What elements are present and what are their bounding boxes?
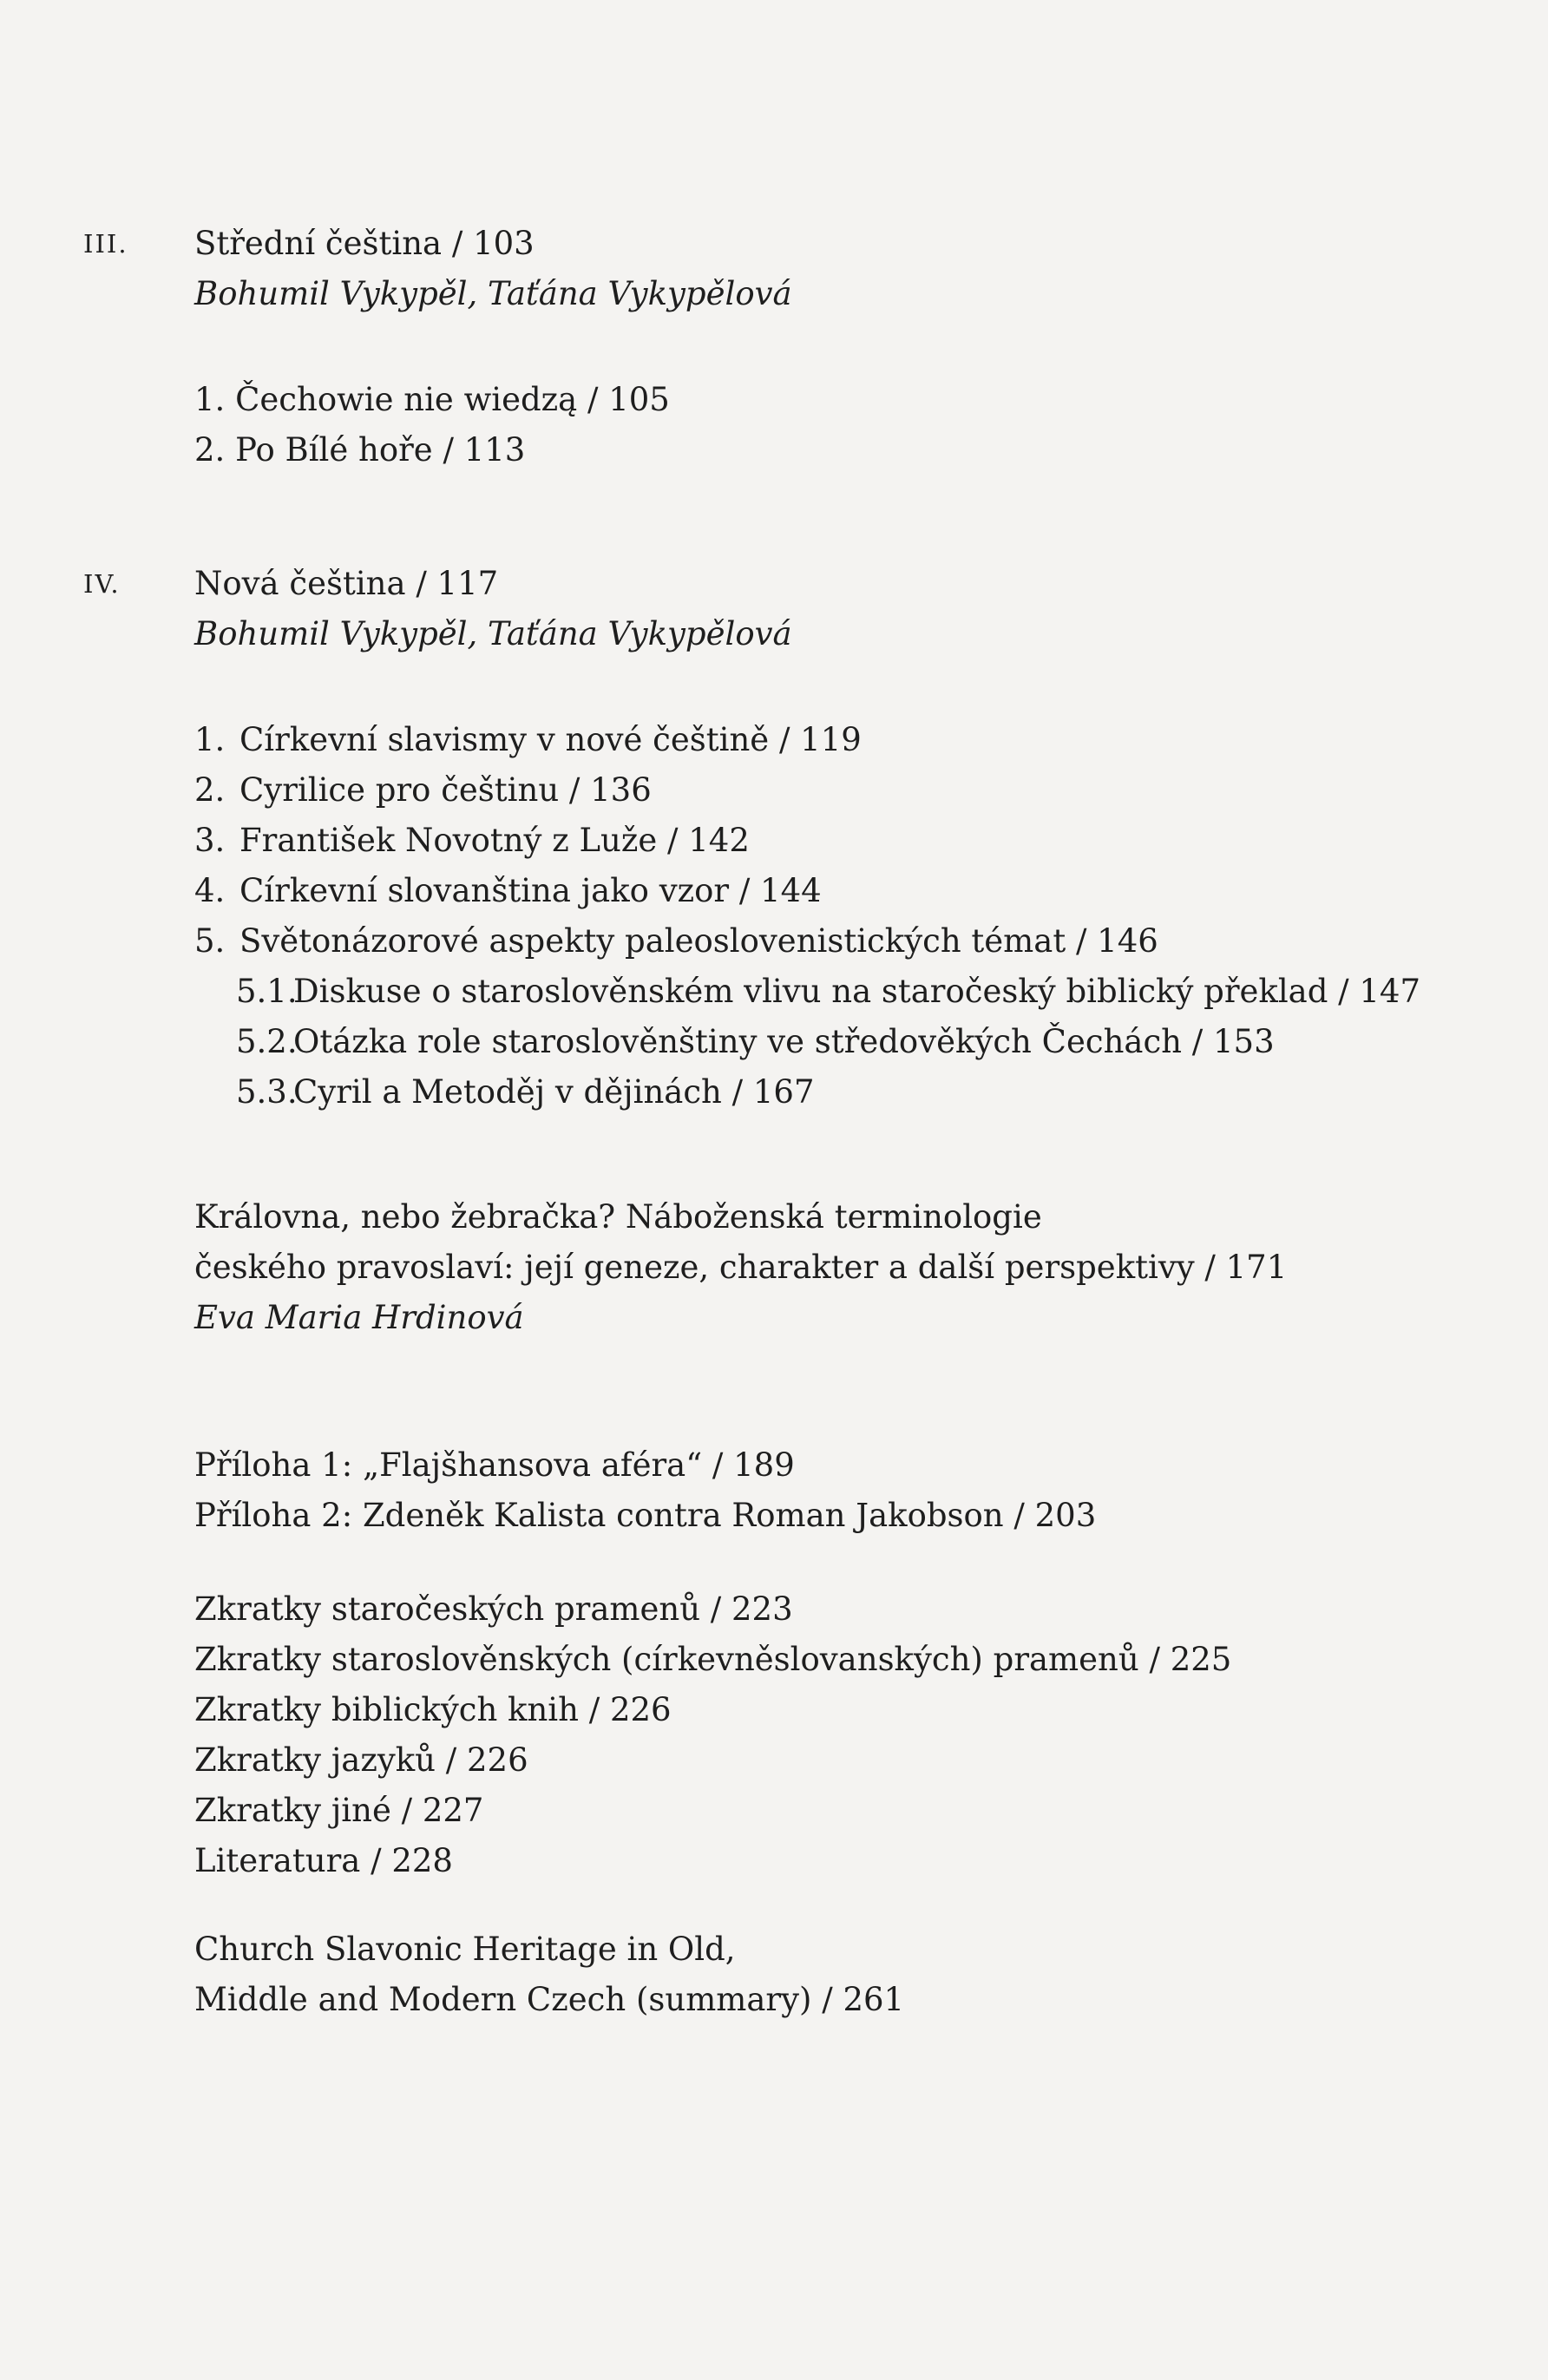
- back-matter-entry: Zkratky biblických knih / 226: [194, 1691, 672, 1728]
- back-matter-entry: Zkratky staročeských pramenů / 223: [194, 1590, 793, 1628]
- summary-line-2: Middle and Modern Czech (summary) / 261: [194, 1981, 905, 2018]
- section-authors: Bohumil Vykypěl, Taťána Vykypělová: [194, 275, 792, 312]
- toc-entry: 5. Světonázorové aspekty paleoslovenistických témat / 146: [194, 922, 1158, 960]
- toc-entry: 4. Církevní slovanština jako vzor / 144: [194, 872, 822, 909]
- back-matter-entry: Literatura / 228: [194, 1842, 453, 1879]
- appendix-entry: Příloha 2: Zdeněk Kalista contra Roman Jakobson / 203: [194, 1497, 1097, 1534]
- toc-entry: 2. Cyrilice pro češtinu / 136: [194, 771, 652, 809]
- toc-entry: 1. Čechowie nie wiedzą / 105: [194, 381, 670, 418]
- back-matter-entry: Zkratky jiné / 227: [194, 1792, 484, 1829]
- section-number: III.: [83, 229, 128, 259]
- section-title: Střední čeština / 103: [194, 225, 535, 262]
- essay-author: Eva Maria Hrdinová: [194, 1299, 524, 1336]
- essay-title-line-2: českého pravoslaví: její geneze, charakter a další perspektivy / 171: [194, 1249, 1288, 1286]
- toc-entry: 2. Po Bílé hoře / 113: [194, 431, 526, 469]
- back-matter-entry: Zkratky staroslověnských (církevněslovanských) pramenů / 225: [194, 1641, 1232, 1678]
- section-number: IV.: [83, 569, 121, 599]
- section-title: Nová čeština / 117: [194, 565, 499, 602]
- toc-subentry: 5.3.Cyril a Metoděj v dějinách / 167: [236, 1073, 815, 1111]
- toc-subentry: 5.2.Otázka role staroslověnštiny ve středověkých Čechách / 153: [236, 1023, 1275, 1060]
- summary-line-1: Church Slavonic Heritage in Old,: [194, 1931, 736, 1968]
- section-authors: Bohumil Vykypěl, Taťána Vykypělová: [194, 615, 792, 652]
- essay-title-line-1: Královna, nebo žebračka? Náboženská terminologie: [194, 1198, 1042, 1236]
- appendix-entry: Příloha 1: „Flajšhansova aféra“ / 189: [194, 1446, 795, 1484]
- toc-subentry: 5.1.Diskuse o staroslověnském vlivu na staročeský biblický překlad / 147: [236, 973, 1421, 1010]
- toc-entry: 1. Církevní slavismy v nové češtině / 119: [194, 721, 862, 758]
- back-matter-entry: Zkratky jazyků / 226: [194, 1741, 528, 1779]
- toc-entry: 3. František Novotný z Luže / 142: [194, 822, 750, 859]
